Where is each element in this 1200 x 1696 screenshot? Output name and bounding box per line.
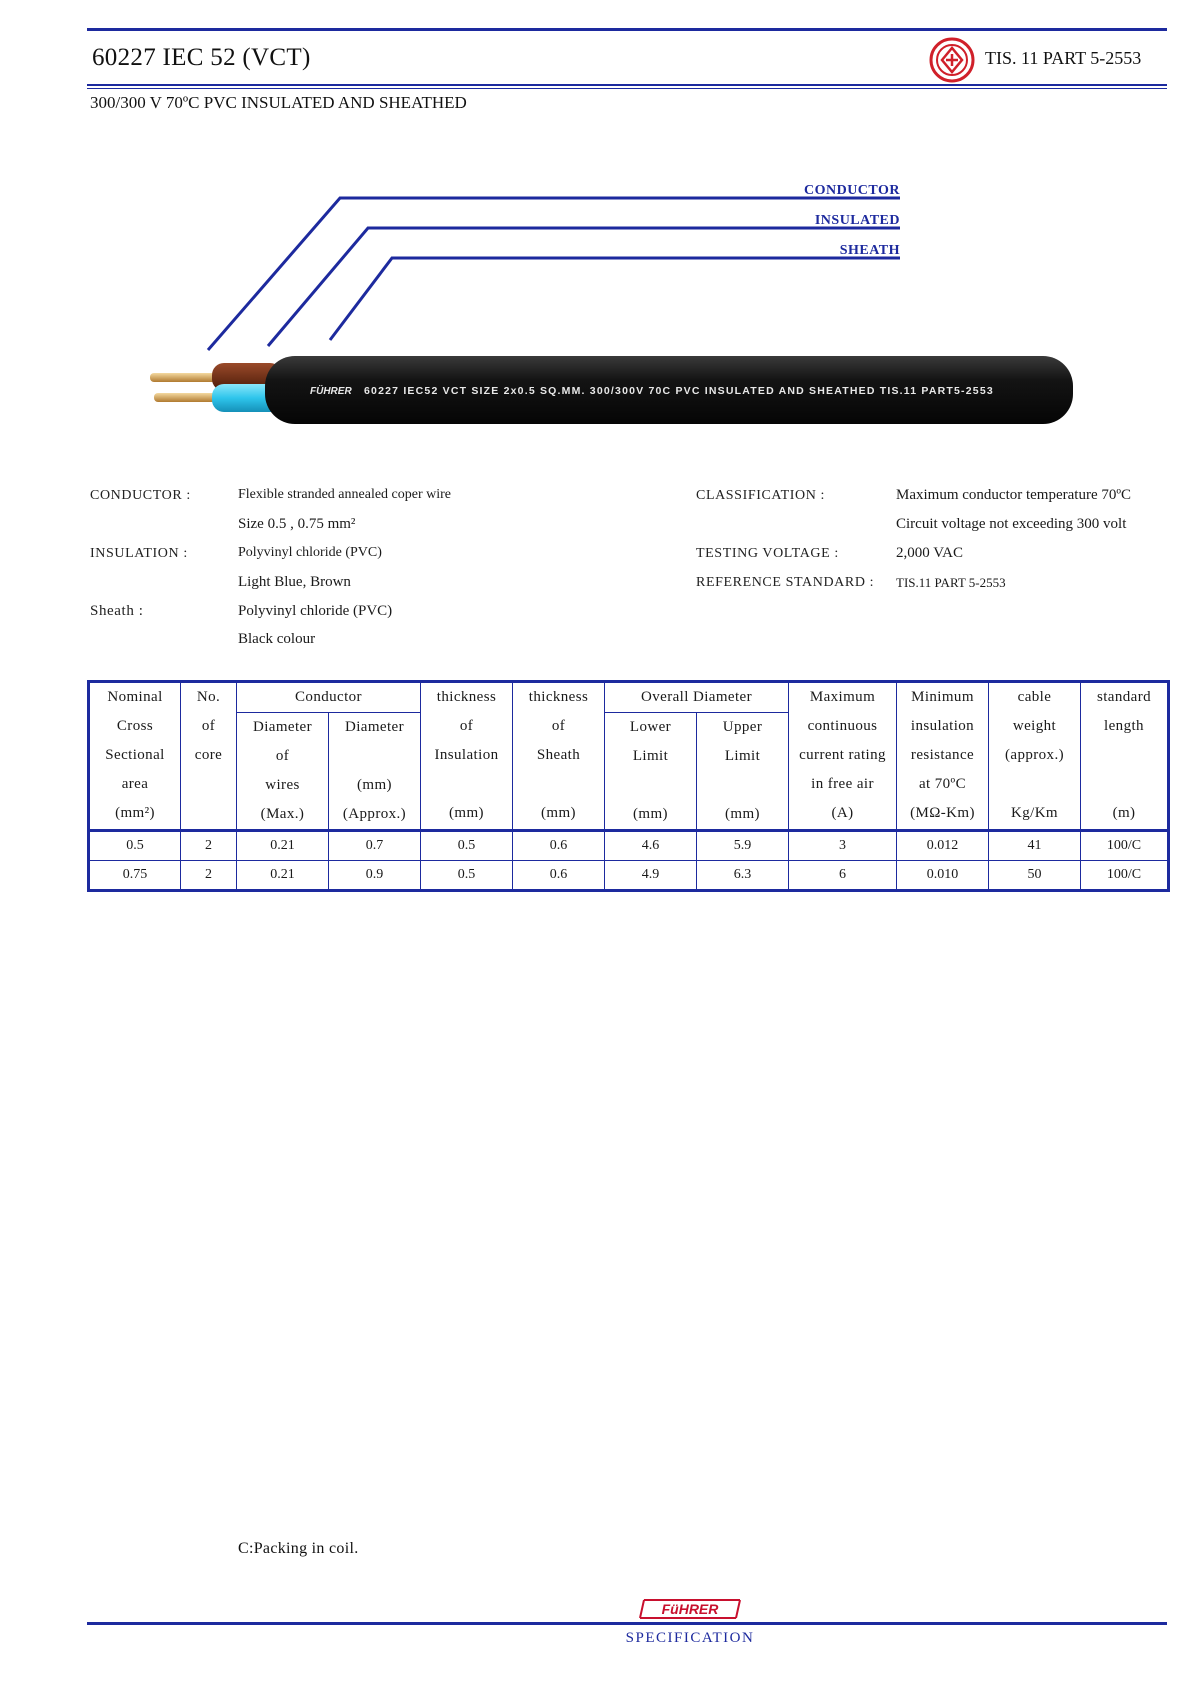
cell-insulation-thickness: 0.5	[421, 831, 513, 861]
standard-header: TIS. 11 PART 5-2553	[985, 48, 1142, 68]
sheath-leader	[330, 258, 900, 340]
cell-current-rating: 3	[789, 831, 897, 861]
insulated-leader	[268, 228, 900, 346]
header-current-rating: Maximum continuous current rating in free air (A)	[789, 682, 897, 831]
document-subtitle: 300/300 V 70ºC PVC INSULATED AND SHEATHED	[90, 93, 467, 112]
header-standard-length: standard length (m)	[1081, 682, 1169, 831]
cell-lower-limit: 4.6	[605, 831, 697, 861]
header-insulation-thickness: thickness of Insulation (mm)	[421, 682, 513, 831]
table-row	[89, 861, 1169, 891]
header-wire-diameter: Diameter of wires (Max.)	[237, 713, 329, 831]
cell-cable-weight: 41	[989, 831, 1081, 861]
footer-rule	[87, 1622, 1167, 1625]
reference-standard-value: TIS.11 PART 5-2553	[896, 575, 1006, 590]
cell-cores: 2	[181, 831, 237, 861]
sheath-label: Sheath :	[90, 603, 144, 619]
cell-lower-limit: 4.9	[605, 861, 697, 891]
header-upper-limit: Upper Limit (mm)	[697, 713, 789, 831]
sheath-value-1: Polyvinyl chloride (PVC)	[238, 603, 393, 619]
footer-brand: FüHRER	[661, 1601, 719, 1617]
cable-diagram	[140, 170, 1120, 450]
header-conductor-group: Conductor	[237, 682, 421, 713]
header-conductor-diameter: Diameter (mm) (Approx.)	[329, 713, 421, 831]
cell-insulation-resistance: 0.012	[897, 831, 989, 861]
leader-lines	[208, 198, 900, 350]
insulation-value-1: Polyvinyl chloride (PVC)	[238, 545, 382, 560]
header-nominal-area: Nominal Cross Sectional area (mm²)	[89, 682, 181, 831]
cell-current-rating: 6	[789, 861, 897, 891]
testing-voltage-value: 2,000 VAC	[896, 545, 963, 561]
table-row	[89, 831, 1169, 861]
cell-nominal-area: 0.75	[89, 861, 181, 891]
classification-value-1: Maximum conductor temperature 70ºC	[896, 487, 1132, 503]
cell-conductor-diameter: 0.7	[329, 831, 421, 861]
sheath-value-2: Black colour	[238, 631, 316, 647]
cell-sheath-thickness: 0.6	[513, 861, 605, 891]
header-rule-thin	[87, 88, 1167, 89]
conductor-label: CONDUCTOR :	[90, 488, 191, 503]
conductor-value-2: Size 0.5 , 0.75 mm²	[238, 516, 356, 532]
cell-insulation-resistance: 0.010	[897, 861, 989, 891]
cell-cable-weight: 50	[989, 861, 1081, 891]
header-lower-limit: Lower Limit (mm)	[605, 713, 697, 831]
cell-wire-diameter: 0.21	[237, 861, 329, 891]
insulation-label: INSULATION :	[90, 546, 188, 561]
header-cable-weight: cable weight (approx.) Kg/Km	[989, 682, 1081, 831]
top-rule	[87, 28, 1167, 31]
header-rule	[87, 84, 1167, 86]
header-cores: No. of core	[181, 682, 237, 831]
packing-note: C:Packing in coil.	[238, 1540, 359, 1557]
specification-table	[87, 680, 1170, 892]
header-overall-diameter-group: Overall Diameter	[605, 682, 789, 713]
cell-nominal-area: 0.5	[89, 831, 181, 861]
cable-print-brand: FÜHRER	[310, 386, 352, 397]
cell-upper-limit: 6.3	[697, 861, 789, 891]
cell-sheath-thickness: 0.6	[513, 831, 605, 861]
cell-insulation-thickness: 0.5	[421, 861, 513, 891]
cell-conductor-diameter: 0.9	[329, 861, 421, 891]
classification-label: CLASSIFICATION :	[696, 488, 826, 503]
callout-insulated: INSULATED	[814, 213, 900, 228]
cell-cores: 2	[181, 861, 237, 891]
callout-sheath: SHEATH	[839, 243, 900, 258]
copper-conductor-top	[150, 373, 216, 382]
tis-logo-icon	[928, 36, 976, 84]
classification-value-2: Circuit voltage not exceeding 300 volt	[896, 516, 1127, 532]
copper-conductor-bottom	[154, 393, 216, 402]
cable-print-text: 60227 IEC52 VCT SIZE 2x0.5 SQ.MM. 300/300V 70C PVC INSULATED AND SHEATHED TIS.11 PART5-2553	[364, 385, 994, 397]
cell-standard-length: 100/C	[1081, 861, 1169, 891]
document-title: 60227 IEC 52 (VCT)	[92, 44, 311, 71]
footer-label: SPECIFICATION	[625, 1630, 755, 1646]
header-insulation-resistance: Minimum insulation resistance at 70ºC (MΩ-Km)	[897, 682, 989, 831]
insulation-value-2: Light Blue, Brown	[238, 574, 351, 590]
cell-wire-diameter: 0.21	[237, 831, 329, 861]
reference-standard-label: REFERENCE STANDARD :	[696, 575, 875, 590]
conductor-leader	[208, 198, 900, 350]
conductor-value-1: Flexible stranded annealed coper wire	[238, 487, 452, 502]
cell-upper-limit: 5.9	[697, 831, 789, 861]
testing-voltage-label: TESTING VOLTAGE :	[696, 546, 839, 561]
header-sheath-thickness: thickness of Sheath (mm)	[513, 682, 605, 831]
fuhrer-logo	[636, 1598, 744, 1620]
callout-conductor: CONDUCTOR	[803, 183, 900, 198]
cell-standard-length: 100/C	[1081, 831, 1169, 861]
